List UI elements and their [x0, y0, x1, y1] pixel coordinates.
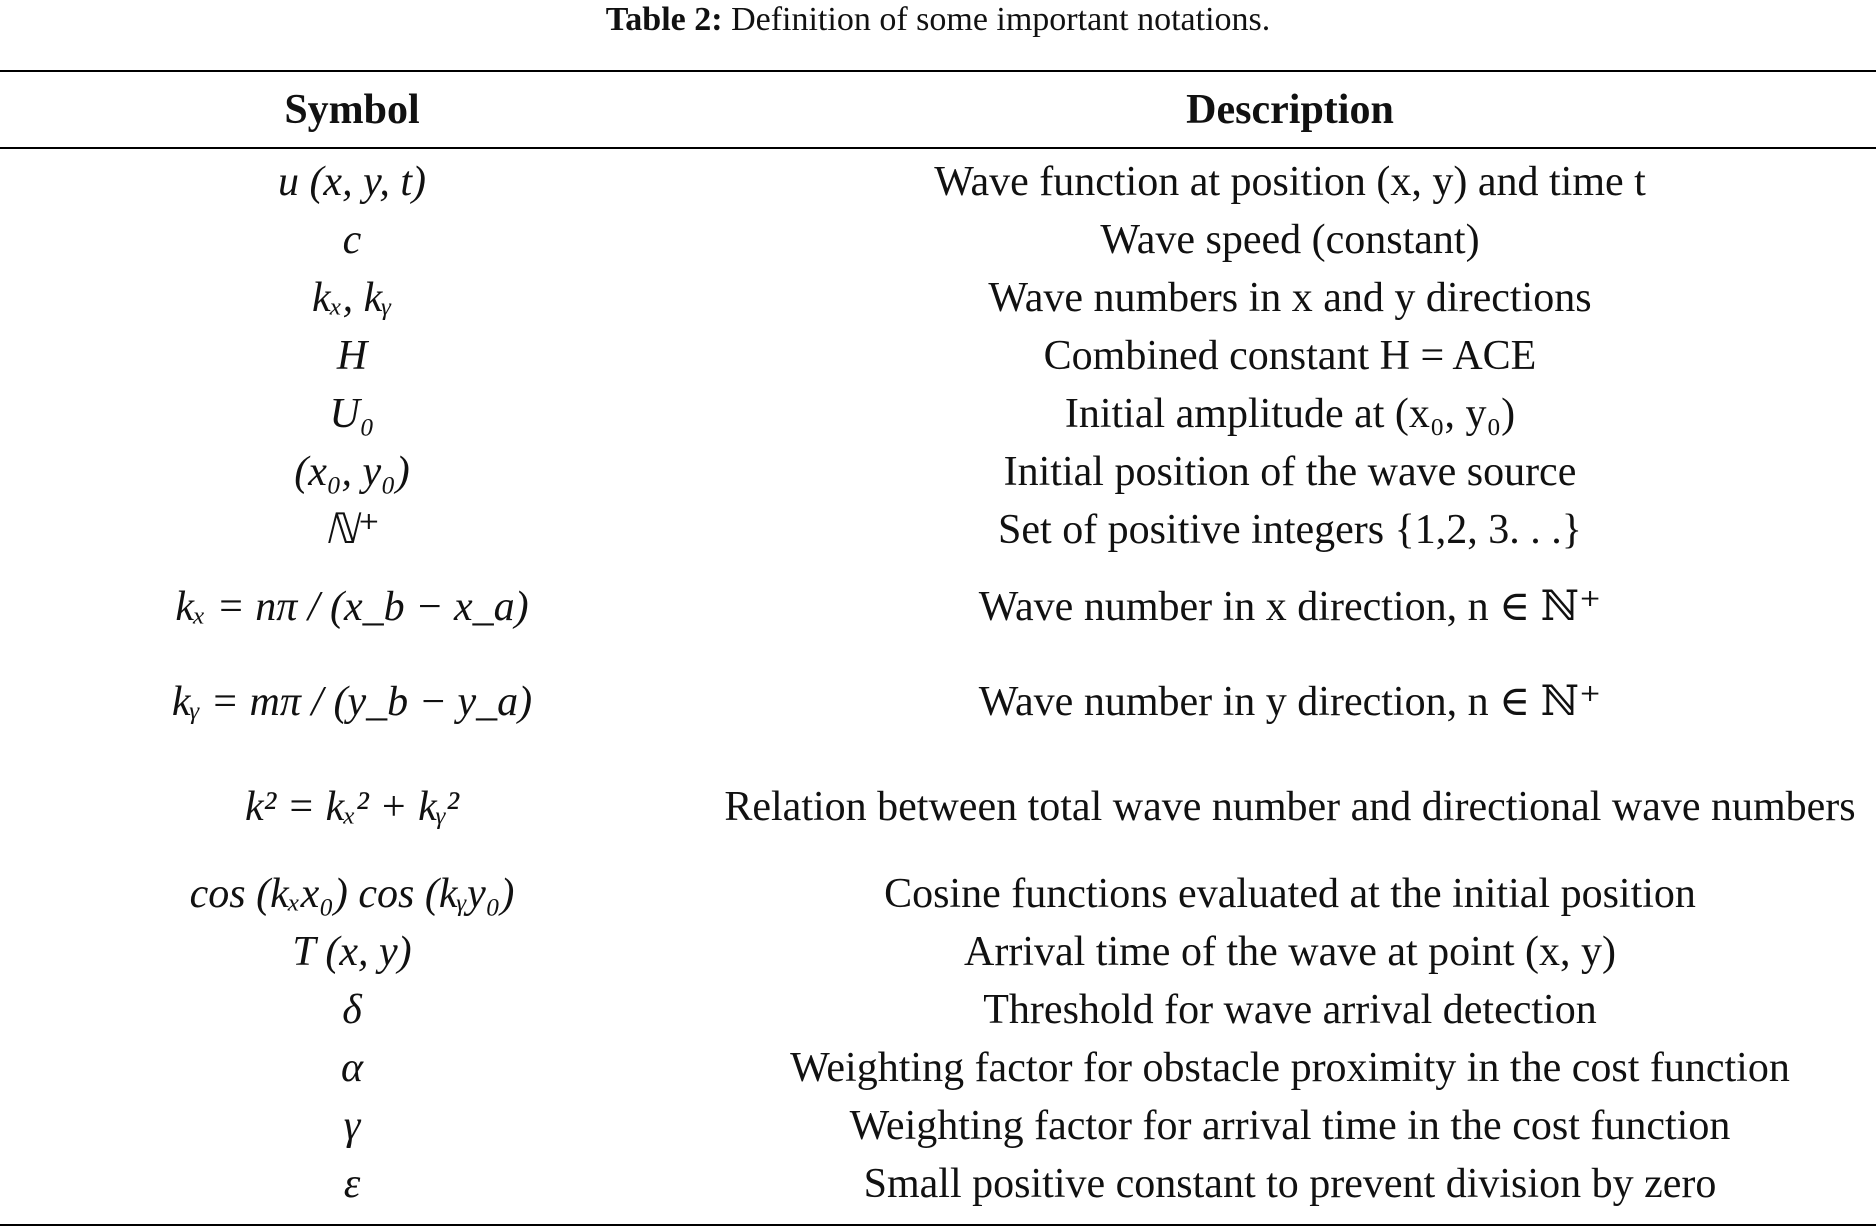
table-row	[0, 923, 1876, 981]
table-row	[0, 443, 1876, 501]
table-row	[0, 749, 1876, 865]
description-header: Description	[1186, 86, 1394, 133]
description-cell: Combined constant H = ACE	[1043, 333, 1537, 379]
symbol-cell: ℕ⁺	[324, 507, 380, 553]
bottom-rule	[0, 1224, 1876, 1226]
description-cell: Initial amplitude at (x₀, y₀)	[1064, 391, 1516, 437]
symbol-cell: α	[340, 1045, 364, 1091]
caption-label: Table 2:	[605, 1, 723, 38]
symbol-cell: kₓ = nπ / (x_b − x_a)	[175, 583, 529, 630]
description-cell: Wave speed (constant)	[1100, 217, 1480, 263]
symbol-cell: γ	[343, 1103, 361, 1149]
table-row	[0, 501, 1876, 559]
table-row	[0, 1039, 1876, 1097]
symbol-cell: u (x, y, t)	[277, 159, 427, 205]
description-cell: Weighting factor for arrival time in the cost function	[849, 1103, 1731, 1149]
table-row	[0, 147, 1876, 211]
symbol-cell: H	[336, 333, 368, 379]
table-caption	[0, 0, 1876, 40]
description-cell: Arrival time of the wave at point (x, y)	[964, 929, 1616, 975]
symbol-cell: (x₀, y₀)	[294, 449, 410, 495]
symbol-header: Symbol	[284, 86, 420, 133]
description-cell: Wave number in x direction, n ∈ ℕ⁺	[978, 583, 1602, 630]
table-row	[0, 1097, 1876, 1155]
description-cell: Set of positive integers {1,2, 3. . .}	[998, 507, 1582, 553]
header-row	[0, 72, 1876, 147]
table-row	[0, 385, 1876, 443]
description-cell: Threshold for wave arrival detection	[983, 987, 1597, 1033]
symbol-cell: kᵧ = mπ / (y_b − y_a)	[171, 678, 533, 725]
symbol-cell: ε	[343, 1161, 361, 1207]
description-cell: Weighting factor for obstacle proximity in the cost function	[790, 1045, 1790, 1091]
symbol-cell: k² = kₓ² + kᵧ²	[245, 784, 459, 830]
description-cell: Cosine functions evaluated at the initial position	[884, 871, 1696, 917]
table-row	[0, 981, 1876, 1039]
description-cell: Initial position of the wave source	[1003, 449, 1577, 495]
description-cell: Small positive constant to prevent division by zero	[863, 1161, 1717, 1207]
notation-table	[0, 72, 1876, 1213]
table-row	[0, 211, 1876, 269]
table-row	[0, 269, 1876, 327]
symbol-cell: c	[342, 217, 362, 263]
table-row	[0, 559, 1876, 654]
symbol-cell: cos (kₓx₀) cos (kᵧy₀)	[189, 871, 515, 917]
table-row	[0, 865, 1876, 923]
description-cell: Wave number in y direction, n ∈ ℕ⁺	[978, 678, 1602, 725]
description-cell: Wave function at position (x, y) and time t	[934, 159, 1646, 205]
symbol-cell: kₓ, kᵧ	[312, 275, 392, 321]
symbol-cell: T (x, y)	[292, 929, 412, 975]
caption-text: Definition of some important notations.	[731, 1, 1271, 38]
table-row	[0, 327, 1876, 385]
table-row	[0, 1155, 1876, 1213]
description-cell: Relation between total wave number and directional wave numbers	[724, 784, 1856, 830]
symbol-cell: U₀	[329, 391, 375, 437]
symbol-cell: δ	[342, 987, 362, 1033]
description-cell: Wave numbers in x and y directions	[988, 275, 1592, 321]
table-row	[0, 654, 1876, 749]
